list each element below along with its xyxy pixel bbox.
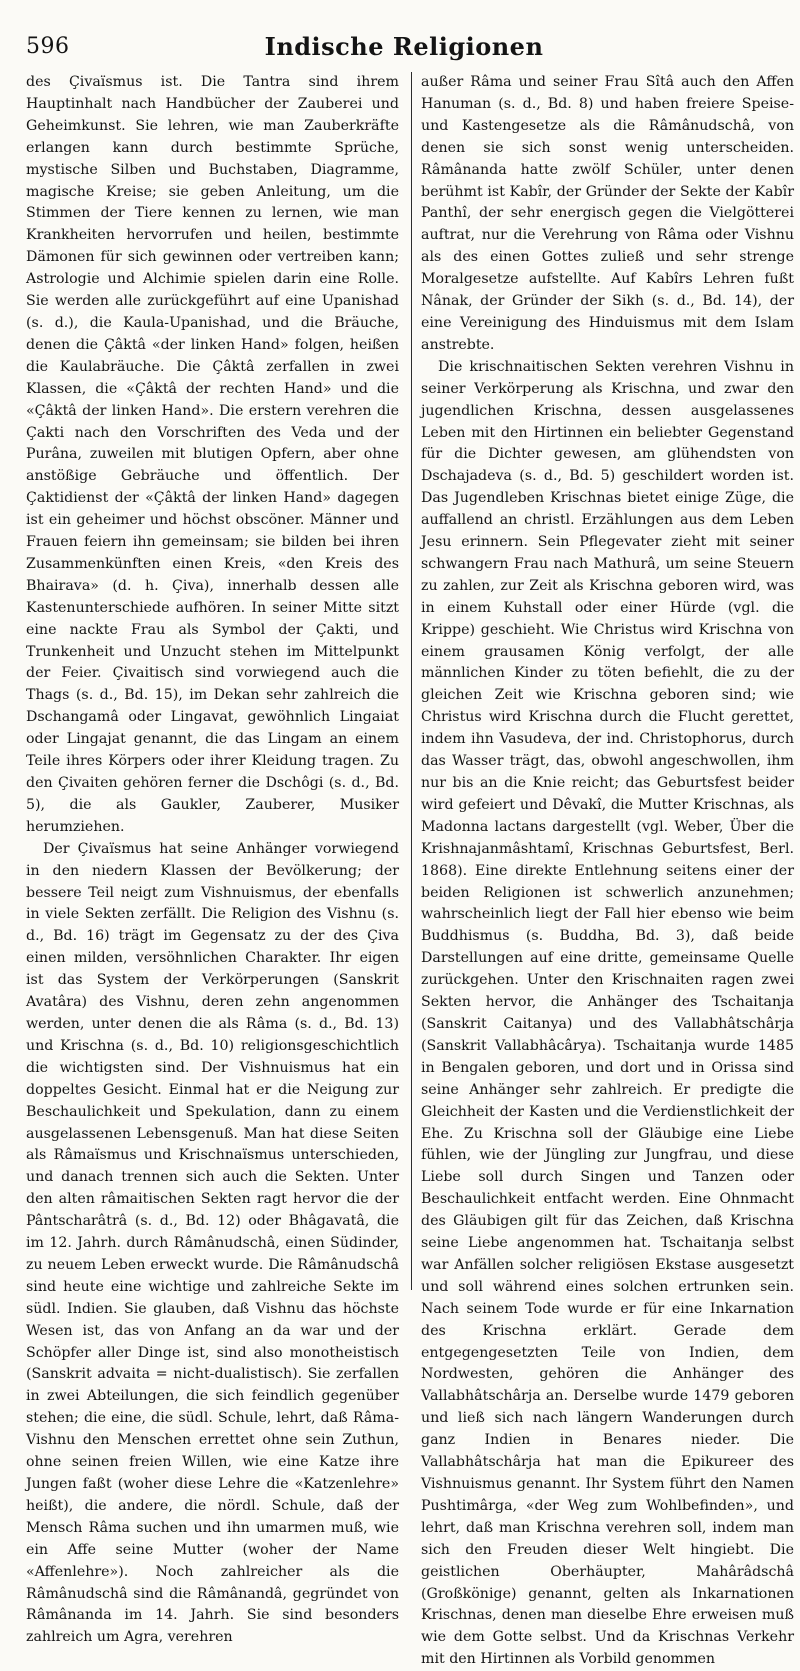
paragraph: außer Râma und seiner Frau Sîtâ auch den Affen Hanuman (s. d., Bd. 8) und haben freiere Speise- und Kastengesetze als die Râmânudschâ, von denen sie sich sonst wenig unterscheiden. Râmânanda hatte zwölf Schüler, unter denen berühmt ist Kabîr, der Gründer der Sekte der Kabîr Panthî, der sehr energisch gegen die Vielgötterei auftrat, nur die Verehrung von Râma oder Vishnu als des einen Gottes zuließ und sehr strenge Moralgesetze aufstellte. Auf Kabîrs Lehren fußt Nânak, der Gründer der Sikh (s. d., Bd. 14), der eine Vereinigung des Hinduismus mit dem Islam anstrebte. <box>421 74 794 353</box>
paragraph: Die krischnaitischen Sekten verehren Vishnu in seiner Verkörperung als Krischna, und zwar den jugendlichen Krischna, dessen ausgelassenes Leben mit den Hirtinnen ein beliebter Gegenstand für die Dichter gewesen, am glühendsten von Dschajadeva (s. d., Bd. 5) geschildert worden ist. Das Jugendleben Krischnas bietet einige Züge, die auffallend an christl. Erzählungen aus dem Leben Jesu erinnern. Sein Pflegevater zieht mit seiner schwangern Frau nach Mathurâ, um seine Steuern zu zahlen, zur Zeit als Krischna geboren wird, was in einem Kuhstall oder einer Hürde (vgl. die Krippe) geschieht. Wie Christus wird Krischna von einem grausamen König verfolgt, der alle männlichen Kinder zu töten befiehlt, die zu der gleichen Zeit wie Krischna geboren sind; wie Christus wird Krischna durch die Flucht gerettet, indem ihn Vasudeva, der ind. Christophorus, durch das Wasser trägt, das, obwohl angeschwollen, ihm nur bis an die Knie reicht; das Geburtsfest beider wird gefeiert und Dêvakî, die Mutter Krischnas, als Madonna lactans dargestellt (vgl. Weber, Über die Krishnajanmâshtamî, Krischnas Geburtsfest, Berl. 1868). Eine direkte Entlehnung seitens einer der beiden Religionen ist schwerlich anzunehmen; wahrscheinlich liegt der Fall hier ebenso wie beim Buddhismus (s. Buddha, Bd. 3), daß beide Darstellungen auf eine dritte, gemeinsame Quelle zurückgehen. Unter den Krischnaiten ragen zwei Sekten hervor, die Anhänger des Tschaitanja (Sanskrit Caitanya) und des Vallabhâtschârja (Sanskrit Vallabhâcârya). Tschaitanja wurde 1485 in Bengalen geboren, und dort und in Orissa sind seine Anhänger sehr zahlreich. Er predigte die Gleichheit der Kasten und die Verdienstlichkeit der Ehe. Zu Krischna soll der Gläubige eine Liebe fühlen, wie der Jüngling zur Jungfrau, und diese Liebe soll durch Singen und Tanzen oder Beschaulichkeit entfacht werden. Eine Ohnmacht des Gläubigen gilt für das Zeichen, daß Krischna seine Liebe angenommen hat. Tschaitanja selbst war Anfällen solcher religiösen Ekstase ausgesetzt und soll während eines solchen ertrunken sein. Nach seinem Tode wurde er für eine Inkarnation des Krischna erklärt. Gerade dem entgegengesetzten Teile von Indien, dem Nordwesten, gehören die Anhänger des Vallabhâtschârja an. Derselbe wurde 1479 geboren und ließ sich nach längern Wanderungen durch ganz Indien in Benares nieder. Die Vallabhâtschârja hat man die Epikureer des Vishnuismus genannt. Ihr System führt den Namen Pushtimârga, «der Weg zum Wohlbefinden», und lehrt, daß man Krischna verehren soll, indem man sich den Freuden dieser Welt hingiebt. Die geistlichen Oberhäupter, Mahârâdschâ (Großkönige) genannt, gelten als Inkarnationen Krischnas, denen man dieselbe Ehre erweisen muß wie dem Gotte selbst. Und da Krischnas Verkehr mit den Hirtinnen als Vorbild genommen <box>421 358 794 1668</box>
column-divider <box>411 72 412 1290</box>
paragraph: des Çivaïsmus ist. Die Tantra sind ihrem Hauptinhalt nach Handbücher der Zauberei und Geheimkunst. Sie lehren, wie man Zauberkräfte erlangen kann durch bestimmte Sprüche, mystische Silben und Buchstaben, Diagramme, magische Kreise; sie geben Anleitung, um die Stimmen der Tiere kennen zu lernen, wie man Krankheiten hervorrufen und heilen, bestimmte Dämonen für sich gewinnen oder vertreiben kann; Astrologie und Alchimie spielen darin eine Rolle. Sie werden alle zurückgeführt auf eine Upanishad (s. d.), die Kaula-Upanishad, und die Bräuche, denen die Çâktâ «der linken Hand» folgen, heißen die Kaulabräuche. Die Çâktâ zerfallen in zwei Klassen, die «Çâktâ der rechten Hand» und die «Çâktâ der linken Hand». Die erstern verehren die Çakti nach den Vorschriften des Veda und der Purâna, zuweilen mit blutigen Opfern, aber ohne anstößige Gebräuche und öffentlich. Der Çaktidienst der «Çâktâ der linken Hand» dagegen ist ein geheimer und höchst obscöner. Männer und Frauen feiern ihn gemeinsam; sie bilden bei ihren Zusammenkünften einen Kreis, «den Kreis des Bhairava» (d. h. Çiva), innerhalb dessen alle Kastenunterschiede aufhören. In seiner Mitte sitzt eine nackte Frau als Symbol der Çakti, und Trunkenheit und Unzucht stehen im Mittelpunkt der Feier. Çivaitisch sind vorwiegend auch die Thags (s. d., Bd. 15), im Dekan sehr zahlreich die Dschangamâ oder Lingavat, gewöhnlich Lingaiat oder Lingajat genannt, die das Lingam an einem Teile ihres Körpers oder ihrer Kleidung tragen. Zu den Çivaiten gehören ferner die Dschôgi (s. d., Bd. 5), die als Gaukler, Zauberer, Musiker herumziehen. <box>26 74 399 835</box>
left-column <box>26 72 399 1646</box>
right-column <box>421 72 794 1668</box>
page-header <box>26 30 782 66</box>
running-title: Indische Religionen <box>264 32 544 61</box>
page-number: 596 <box>26 34 70 59</box>
paragraph: Der Çivaïsmus hat seine Anhänger vorwiegend in den niedern Klassen der Bevölkerung; der bessere Teil neigt zum Vishnuismus, der ebenfalls in viele Sekten zerfällt. Die Religion des Vishnu (s. d., Bd. 16) trägt im Gegensatz zu der des Çiva einen milden, versöhnlichen Charakter. Ihr eigen ist das System der Verkörperungen (Sanskrit Avatâra) des Vishnu, deren zehn angenommen werden, unter denen die als Râma (s. d., Bd. 13) und Krischna (s. d., Bd. 10) religionsgeschichtlich die wichtigsten sind. Der Vishnuismus hat ein doppeltes Gesicht. Einmal hat er die Neigung zur Beschaulichkeit und Spekulation, dann zu einem ausgelassenen Lebensgenuß. Man hat diese Seiten als Râmaïsmus und Krischnaïsmus unterschieden, und danach trennen sich auch die Sekten. Unter den alten râmaitischen Sekten ragt hervor die der Pântscharâtrâ (s. d., Bd. 12) oder Bhâgavatâ, die im 12. Jahrh. durch Râmânudschâ, einen Südinder, zu neuem Leben erweckt wurde. Die Râmânudschâ sind heute eine wichtige und zahlreiche Sekte im südl. Indien. Sie glauben, daß Vishnu das höchste Wesen ist, das von Anfang an da war und der Schöpfer aller Dinge ist, sind also monotheistisch (Sanskrit advaita = nicht-dualistisch). Sie zerfallen in zwei Abteilungen, die sich feindlich gegenüber stehen; die eine, die südl. Schule, lehrt, daß Râma-Vishnu den Menschen errettet ohne sein Zuthun, ohne seinen freien Willen, wie eine Katze ihre Jungen faßt (woher diese Lehre die «Katzenlehre» heißt), die andere, die nördl. Schule, daß der Mensch Râma suchen und ihn umarmen muß, wie ein Affe seine Mutter (woher der Name «Affenlehre»). Noch zahlreicher als die Râmânudschâ sind die Râmânandâ, gegründet von Râmânanda im 14. Jahrh. Sie sind besonders zahlreich um Agra, verehren <box>26 840 399 1646</box>
text-columns <box>26 72 794 1668</box>
